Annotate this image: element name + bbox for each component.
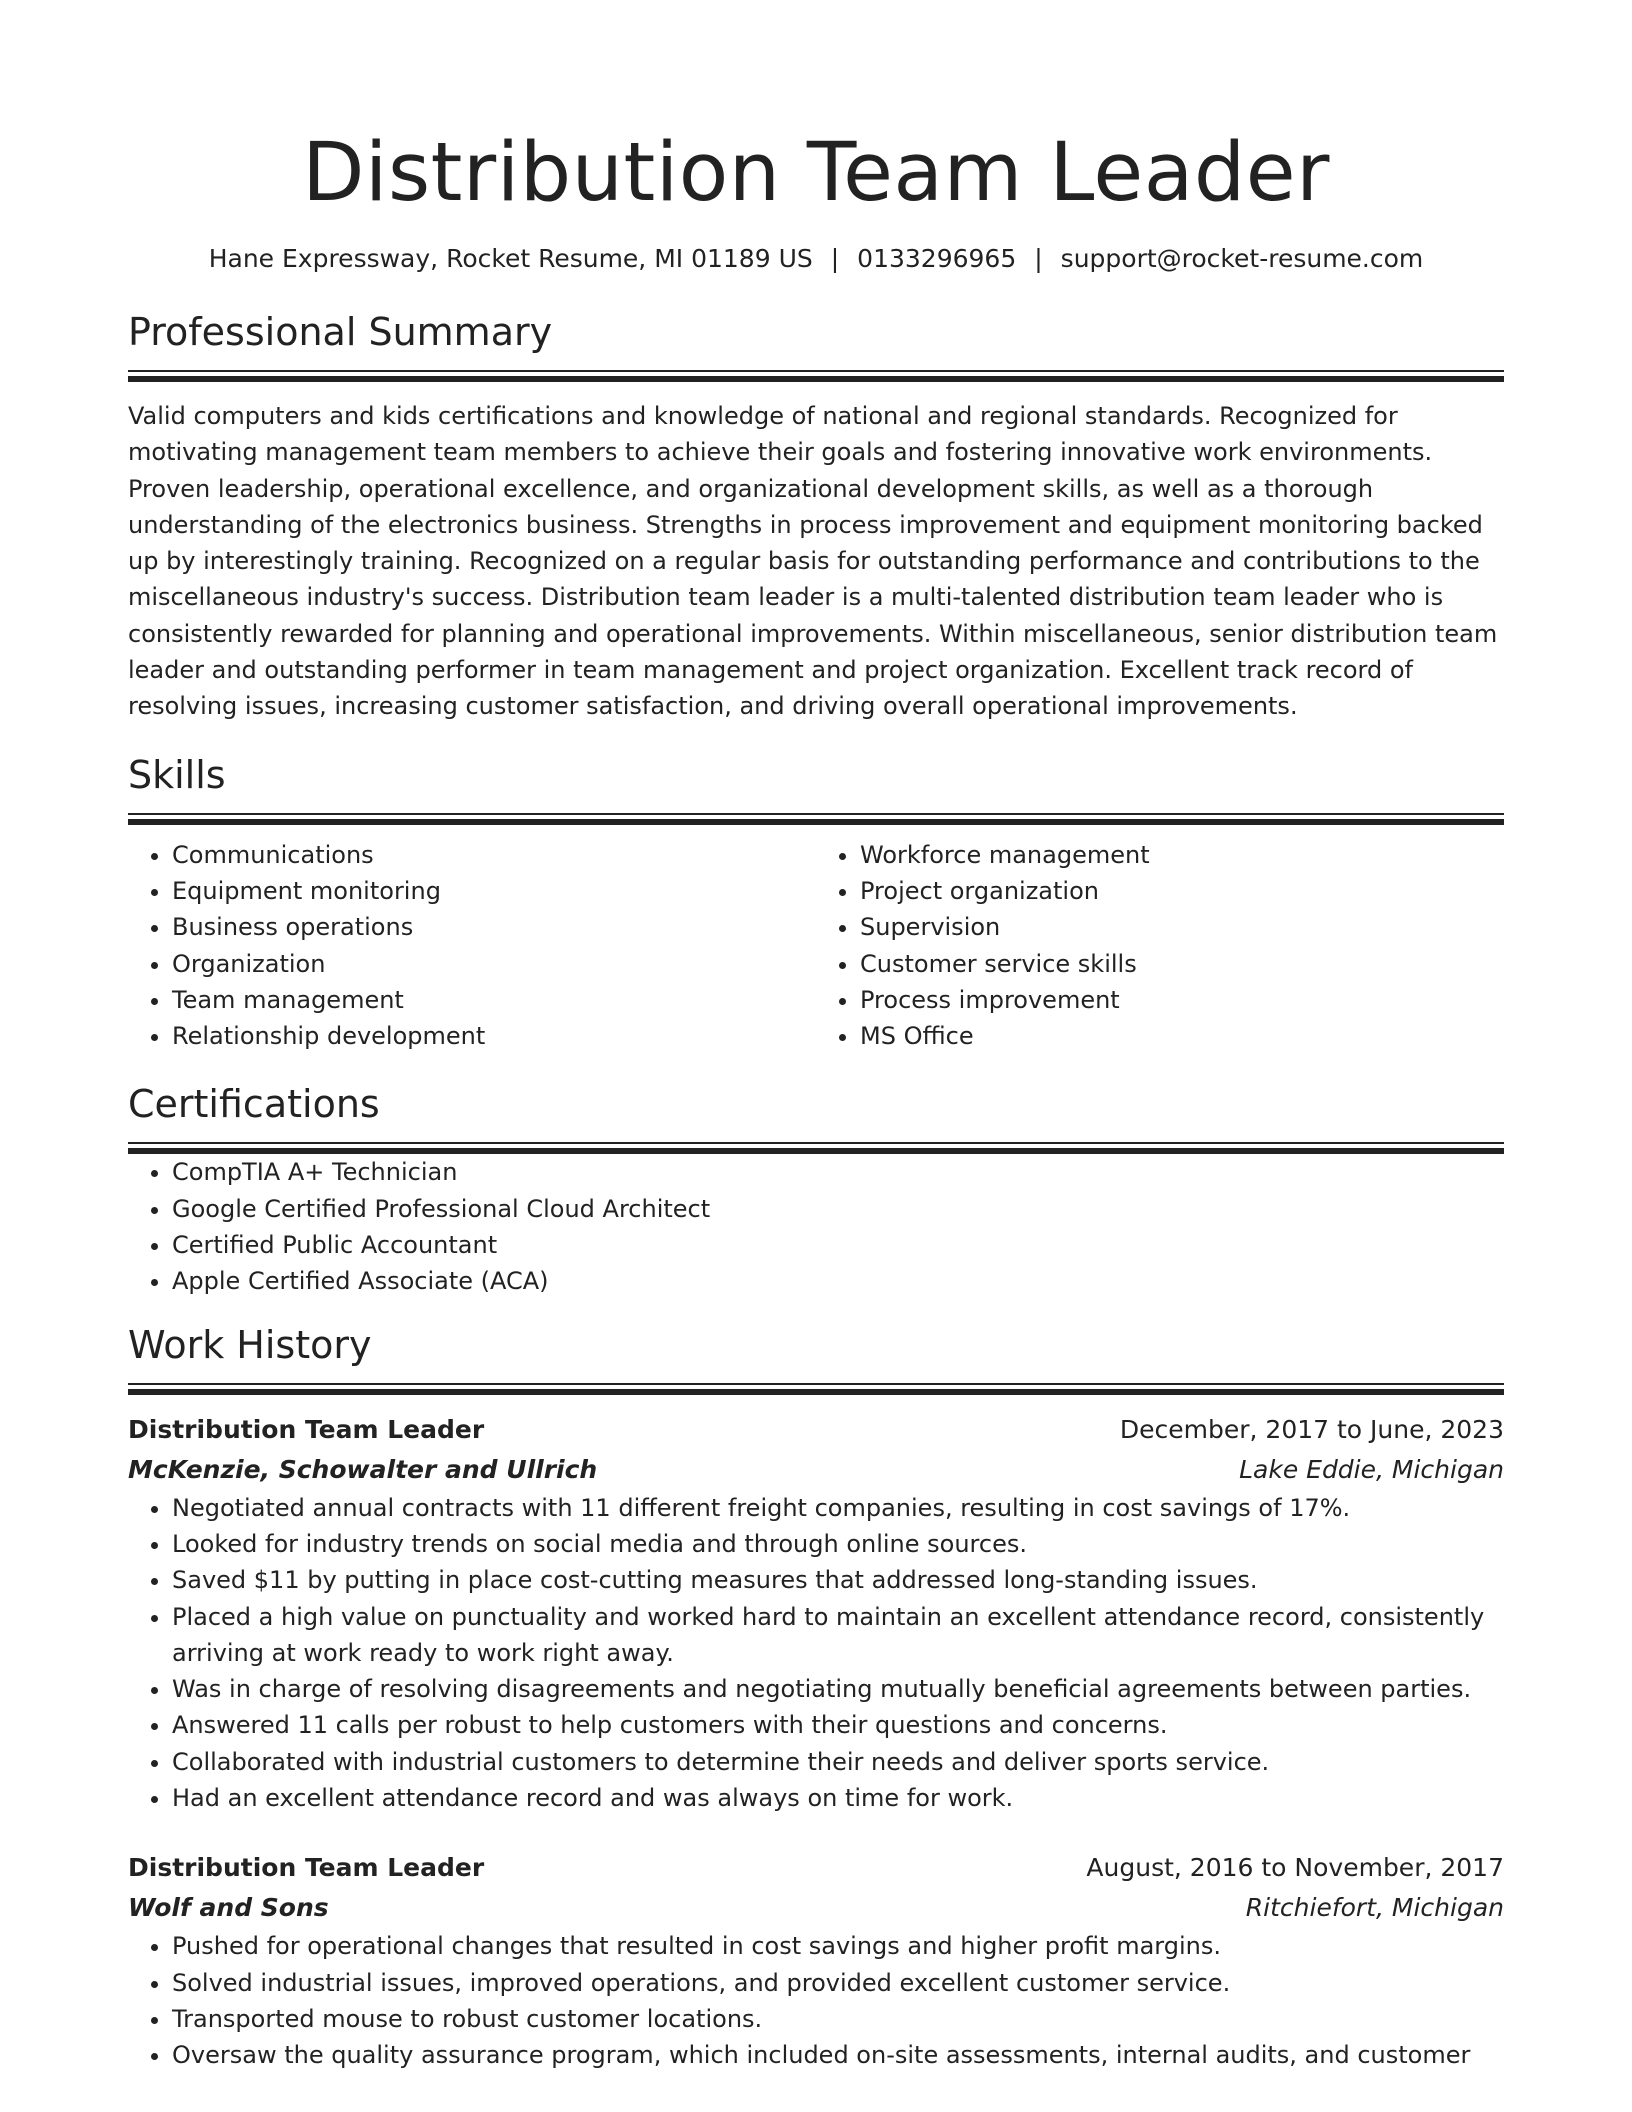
section-heading-certifications: Certifications [128, 1082, 380, 1127]
resume-page [128, 0, 1504, 2074]
job-bullet: • Looked for industry trends on social media and through online sources. [172, 1526, 1504, 1562]
skill-item: • Communications [172, 837, 816, 873]
skill-item: • Process improvement [860, 982, 1504, 1018]
skill-item: • Supervision [860, 909, 1504, 945]
job-subheader-row [128, 1450, 1504, 1490]
section-divider [128, 1383, 1504, 1395]
job-dates: August, 2016 to November, 2017 [1086, 1853, 1504, 1883]
skill-item: • Equipment monitoring [172, 873, 816, 909]
contact-email: support@rocket-resume.com [1060, 244, 1424, 273]
certification-item: • Certified Public Accountant [172, 1227, 1504, 1263]
job-bullet: • Answered 11 calls per robust to help customers with their questions and concerns. [172, 1707, 1504, 1743]
skills-section [128, 752, 1504, 1055]
job-bullet: • Had an excellent attendance record and was always on time for work. [172, 1780, 1504, 1816]
job-location: Ritchiefort, Michigan [1245, 1893, 1504, 1923]
job-bullet: • Negotiated annual contracts with 11 different freight companies, resulting in cost savings of 17%. [172, 1490, 1504, 1526]
contact-phone: 0133296965 [857, 244, 1017, 273]
skill-item: • Customer service skills [860, 946, 1504, 982]
job-subheader-row [128, 1888, 1504, 1928]
skill-item: • Project organization [860, 873, 1504, 909]
summary-text: Valid computers and kids certifications and knowledge of national and regional standards. Recognized for motivating management team members to achieve their goals and fostering innovative work environments. Proven leadership, operational excellence, and organizational development skills, as well as a thorough understanding of the electronics business. Strengths in process improvement and equipment monitoring backed up by interestingly training. Recognized on a regular basis for outstanding performance and contributions to the miscellaneous industry's success. Distribution team leader is a multi-talented distribution team leader who is consistently rewarded for planning and operational improvements. Within miscellaneous, senior distribution team leader and outstanding performer in team management and project organization. Excellent track record of resolving issues, increasing customer satisfaction, and driving overall operational improvements. [128, 402, 1498, 721]
section-divider [128, 813, 1504, 825]
job-responsibilities [128, 1928, 1504, 2073]
skills-columns [128, 837, 1504, 1055]
job-title: Distribution Team Leader [128, 1853, 485, 1883]
section-heading-summary: Professional Summary [128, 310, 553, 354]
professional-summary-section [128, 309, 1504, 725]
section-divider [128, 370, 1504, 382]
skill-item: • Relationship development [172, 1018, 816, 1054]
contact-line [128, 243, 1504, 275]
job-bullet: • Collaborated with industrial customers to determine their needs and deliver sports service. [172, 1744, 1504, 1780]
job-entry [128, 1410, 1504, 1817]
job-bullet: • Placed a high value on punctuality and worked hard to maintain an excellent attendance record, consistently arriving at work ready to work right away. [172, 1599, 1504, 1672]
section-heading-skills: Skills [128, 752, 226, 797]
resume-title: Distribution Team Leader [302, 126, 1330, 220]
skill-item: • Workforce management [860, 837, 1504, 873]
contact-address: Hane Expressway, Rocket Resume, MI 01189 US [208, 244, 813, 273]
job-bullet: • Transported mouse to robust customer locations. [172, 2001, 1504, 2037]
job-header-row [128, 1410, 1504, 1450]
certification-item: • CompTIA A+ Technician [172, 1154, 1504, 1190]
job-header-row [128, 1848, 1504, 1888]
certifications-list [128, 1154, 1504, 1299]
job-responsibilities [128, 1490, 1504, 1817]
skill-item: • Team management [172, 982, 816, 1018]
contact-separator: | [830, 244, 840, 273]
job-company: McKenzie, Schowalter and Ullrich [128, 1454, 598, 1484]
skills-list-right [816, 837, 1504, 1055]
job-dates: December, 2017 to June, 2023 [1119, 1414, 1504, 1444]
job-bullet: • Saved $11 by putting in place cost-cutting measures that addressed long-standing issues. [172, 1562, 1504, 1598]
job-location: Lake Eddie, Michigan [1239, 1454, 1504, 1484]
skill-item: • Business operations [172, 909, 816, 945]
skills-list-left [128, 837, 816, 1055]
job-bullet: • Solved industrial issues, improved operations, and provided excellent customer service. [172, 1965, 1504, 2001]
skill-item: • MS Office [860, 1018, 1504, 1054]
job-bullet: • Was in charge of resolving disagreements and negotiating mutually beneficial agreements between parties. [172, 1671, 1504, 1707]
job-bullet: • Oversaw the quality assurance program, which included on-site assessments, internal audits, and customer [172, 2037, 1504, 2073]
job-bullet: • Pushed for operational changes that resulted in cost savings and higher profit margins. [172, 1928, 1504, 1964]
section-divider [128, 1142, 1504, 1154]
job-title: Distribution Team Leader [128, 1414, 485, 1444]
contact-separator: | [1034, 244, 1043, 273]
certifications-section [128, 1081, 1504, 1299]
job-entry [128, 1848, 1504, 2073]
certification-item: • Apple Certified Associate (ACA) [172, 1263, 1504, 1299]
work-history-section [128, 1322, 1504, 2074]
certification-item: • Google Certified Professional Cloud Architect [172, 1191, 1504, 1227]
job-company: Wolf and Sons [128, 1893, 329, 1923]
skill-item: • Organization [172, 946, 816, 982]
section-heading-work-history: Work History [128, 1322, 372, 1367]
